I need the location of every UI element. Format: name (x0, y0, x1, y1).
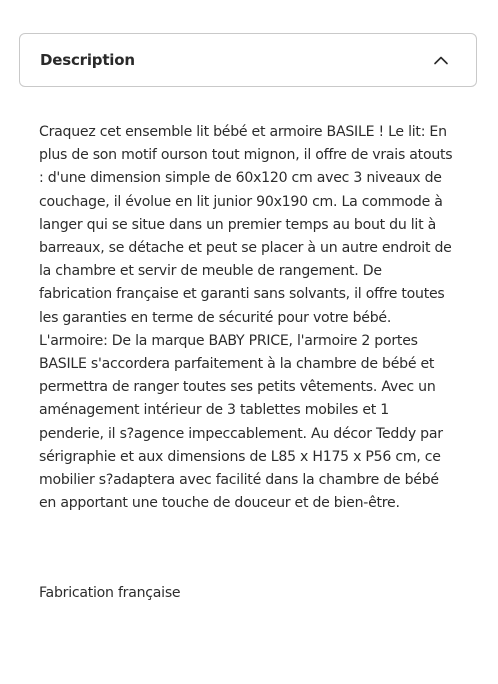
description-accordion-header[interactable] (19, 33, 477, 87)
chevron-up-icon[interactable] (432, 54, 450, 66)
accordion-title: Description (40, 51, 135, 69)
chevron-up-icon-svg (433, 55, 449, 65)
description-text: Craquez cet ensemble lit bébé et armoire BASILE ! Le lit: En plus de son motif ourson tout mignon, il offre de vrais atouts : d'une dimension simple de 60x120 cm avec 3 niveaux de couchage, il évolue en lit junior 90x190 cm. La commode à langer qui se situe dans un premier temps au bout du lit à barreaux, se détache et peut se placer à un autre endroit de la chambre et servir de meuble de rangement. De fabrication française et garanti sans solvants, il offre toutes les garanties en terme de sécurité pour votre bébé. L'armoire: De la marque BABY PRICE, l'armoire 2 portes BASILE s'accordera parfaitement à la chambre de bébé et permettra de ranger toutes ses petits vêtements. Avec un aménagement intérieur de 3 tablettes mobiles et 1 penderie, il s?agence impeccablement. Au décor Teddy par sérigraphie et aux dimensions de L85 x H175 x P56 cm, ce mobilier s?adaptera avec facilité dans la chambre de bébé en apportant une touche de douceur et de bien-être. (39, 124, 453, 512)
fabrication-note: Fabrication française (39, 585, 181, 601)
